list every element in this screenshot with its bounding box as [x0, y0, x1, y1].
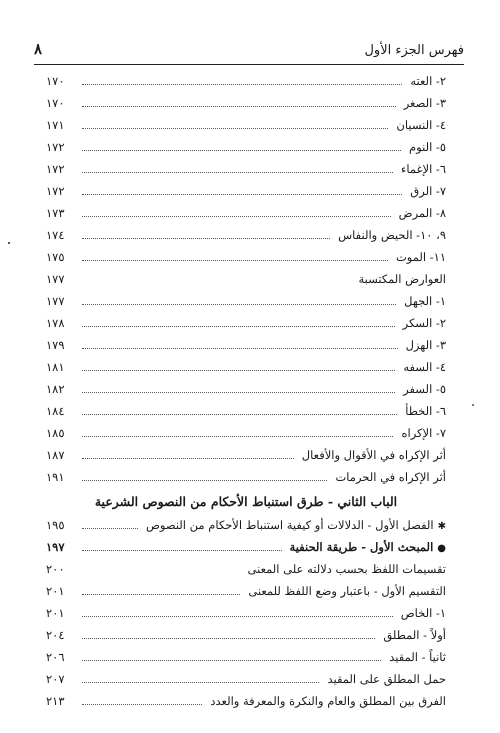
toc-entry [46, 180, 446, 202]
asterisk-icon: ✱ [437, 521, 446, 532]
toc-entry-page: ١٨٢ [46, 382, 65, 396]
dot-leader [82, 172, 393, 173]
dot-leader [82, 436, 393, 437]
toc-entry [46, 268, 446, 290]
toc-entry-label [399, 312, 446, 334]
margin-speck [8, 242, 10, 244]
toc-entry-text: ٢- السكر [402, 316, 446, 330]
toc-entry-text: أثر الإكراه في الحرمات [335, 470, 446, 484]
toc-entry-page: ١٨١ [46, 360, 65, 374]
toc-entry-label [331, 466, 446, 488]
toc-entry-page: ٢٠١ [46, 606, 65, 620]
toc-entry-page: ١٧٢ [46, 162, 65, 176]
toc-entry [46, 466, 446, 488]
toc-entry [46, 690, 446, 712]
toc-entry-text: ٦- الخطأ [405, 404, 446, 418]
dot-leader [82, 260, 388, 261]
toc-entry [46, 356, 446, 378]
toc-entry [46, 246, 446, 268]
toc-entry-text: أثر الإكراه في الأقوال والأفعال [301, 448, 446, 462]
margin-speck [472, 404, 474, 406]
toc-entry-text: الفصل الأول - الدلالات أو كيفية استنباط الأحكام من النصوص [146, 518, 434, 532]
toc-entry-text: ٤- السفه [403, 360, 446, 374]
toc-entry-page: ٢١٣ [46, 694, 65, 708]
bullet-icon: ● [437, 543, 446, 554]
toc-entry-text: ٩، ١٠- الحيض والنفاس [338, 228, 446, 242]
toc-entry-page: ١٩١ [46, 470, 65, 484]
toc-entry [46, 334, 446, 356]
table-of-contents [46, 70, 446, 712]
toc-entry-label [405, 136, 446, 158]
dot-leader [82, 660, 381, 661]
toc-entry-page: ١٧٧ [46, 294, 65, 308]
dot-leader [82, 370, 395, 371]
toc-entry-page: ١٩٥ [46, 518, 65, 532]
toc-entry-label [286, 536, 446, 560]
section-heading: الباب الثاني - طرق استنباط الأحكام من النصوص الشرعية [94, 494, 398, 509]
toc-entry-label [385, 646, 446, 668]
toc-entry-text: ٨- المرض [398, 206, 446, 220]
toc-entry-text: ١- الجهل [404, 294, 446, 308]
dot-leader [82, 594, 240, 595]
toc-entry [46, 290, 446, 312]
toc-entry [46, 378, 446, 400]
toc-entry-page: ١٧٠ [46, 74, 65, 88]
toc-entry-text: أولاً - المطلق [383, 628, 446, 642]
dot-leader [82, 304, 396, 305]
toc-entry-text: التقسيم الأول - باعتبار وضع اللفظ للمعنى [248, 584, 446, 598]
toc-entry-label [400, 290, 446, 312]
toc-entry-text: ٣- الصغر [403, 96, 446, 110]
toc-entry [46, 444, 446, 466]
toc-entry-label [399, 356, 446, 378]
dot-leader [82, 616, 393, 617]
toc-entry-page: ١٧٢ [46, 184, 65, 198]
toc-entry [46, 514, 446, 536]
dot-leader [82, 638, 375, 639]
toc-entry [46, 646, 446, 668]
toc-entry [46, 580, 446, 602]
toc-entry-label [206, 690, 446, 712]
toc-entry [46, 70, 446, 92]
dot-leader [82, 704, 202, 705]
header-title: فهرس الجزء الأول [364, 43, 464, 58]
toc-entry-text: ٣- الهزل [405, 338, 446, 352]
toc-entry-text: ١١- الموت [395, 250, 446, 264]
toc-entry-label [406, 180, 446, 202]
toc-entry-page: ٢٠٠ [46, 562, 65, 576]
header-rule [34, 64, 464, 65]
dot-leader [82, 682, 319, 683]
toc-entry-label [354, 268, 446, 290]
toc-entry-label [397, 602, 446, 624]
dot-leader [82, 414, 397, 415]
toc-entry-text: العوارض المكتسبة [358, 272, 446, 286]
toc-entry-text: ٢- العته [410, 74, 446, 88]
dot-leader [82, 348, 398, 349]
toc-entry [46, 668, 446, 690]
toc-entry-label [298, 444, 446, 466]
toc-entry-page: ١٧٥ [46, 250, 65, 264]
toc-entry-label [323, 668, 446, 690]
toc-entry-page: ١٧٨ [46, 316, 65, 330]
toc-entry-page: ١٧٣ [46, 206, 65, 220]
toc-entry-text: ١- الخاص [400, 606, 446, 620]
toc-entry [46, 114, 446, 136]
toc-entry-page: ٢٠٧ [46, 672, 65, 686]
toc-entry-text: حمل المطلق على المقيد [327, 672, 446, 686]
toc-entry [46, 202, 446, 224]
dot-leader [82, 528, 138, 529]
toc-entry-text: ٧- الرق [410, 184, 446, 198]
toc-entry-text: الفرق بين المطلق والعام والنكرة والمعرفة والعدد [210, 694, 446, 708]
toc-entry-page: ٢٠٤ [46, 628, 65, 642]
dot-leader [82, 458, 294, 459]
toc-entry-text: ثانياً - المقيد [389, 650, 446, 664]
toc-entry-text: المبحث الأول - طريقة الحنفية [289, 540, 434, 554]
dot-leader [82, 326, 395, 327]
toc-entry-label [395, 202, 446, 224]
toc-entry-page: ١٧٢ [46, 140, 65, 154]
toc-entry [46, 224, 446, 246]
header-page-number: ٨ [34, 40, 43, 58]
toc-entry-page: ١٨٥ [46, 426, 65, 440]
dot-leader [82, 480, 327, 481]
toc-entry-page: ١٧٠ [46, 96, 65, 110]
toc-entry [46, 536, 446, 558]
toc-entry-page: ١٧١ [46, 118, 65, 132]
toc-entry-text: تقسيمات اللفظ بحسب دلالته على المعنى [247, 562, 446, 576]
toc-entry-label [406, 70, 446, 92]
toc-entry-label [244, 580, 446, 602]
dot-leader [82, 106, 396, 107]
toc-entry [46, 422, 446, 444]
toc-entry-label [399, 378, 446, 400]
dot-leader [82, 128, 388, 129]
toc-entry-text: ٥- النوم [409, 140, 446, 154]
dot-leader [82, 392, 395, 393]
toc-entry-label [244, 558, 446, 580]
toc-entry-page: ٢٠٦ [46, 650, 65, 664]
toc-entry-page: ١٨٤ [46, 404, 65, 418]
toc-entry-label [401, 400, 446, 422]
toc-section-one [46, 70, 446, 488]
dot-leader [82, 550, 282, 551]
toc-entry [46, 558, 446, 580]
dot-leader [82, 216, 391, 217]
toc-entry-label [397, 158, 446, 180]
toc-entry-text: ٦- الإغماء [400, 162, 446, 176]
toc-entry-page: ١٧٩ [46, 338, 65, 352]
toc-entry-label [334, 224, 446, 246]
toc-entry [46, 158, 446, 180]
toc-section-two [46, 514, 446, 712]
toc-entry [46, 312, 446, 334]
toc-entry-text: ٥- السفر [403, 382, 446, 396]
dot-leader [82, 194, 402, 195]
toc-entry-label [392, 246, 446, 268]
toc-entry [46, 136, 446, 158]
toc-entry-text: ٤- النسيان [396, 118, 446, 132]
toc-entry-label [400, 92, 446, 114]
toc-entry-label [397, 422, 446, 444]
toc-entry-label [379, 624, 446, 646]
toc-entry-label [402, 334, 446, 356]
toc-entry-page: ١٩٧ [46, 540, 65, 554]
toc-entry [46, 602, 446, 624]
dot-leader [82, 84, 402, 85]
toc-entry-page: ٢٠١ [46, 584, 65, 598]
toc-entry-label [142, 514, 446, 538]
toc-entry [46, 624, 446, 646]
toc-entry-page: ١٧٤ [46, 228, 65, 242]
toc-entry-label [392, 114, 446, 136]
toc-entry-text: ٧- الإكراه [401, 426, 446, 440]
toc-entry [46, 400, 446, 422]
dot-leader [82, 150, 401, 151]
toc-entry-page: ١٧٧ [46, 272, 65, 286]
dot-leader [82, 238, 330, 239]
toc-entry-page: ١٨٧ [46, 448, 65, 462]
toc-entry [46, 92, 446, 114]
page-header [34, 38, 464, 58]
